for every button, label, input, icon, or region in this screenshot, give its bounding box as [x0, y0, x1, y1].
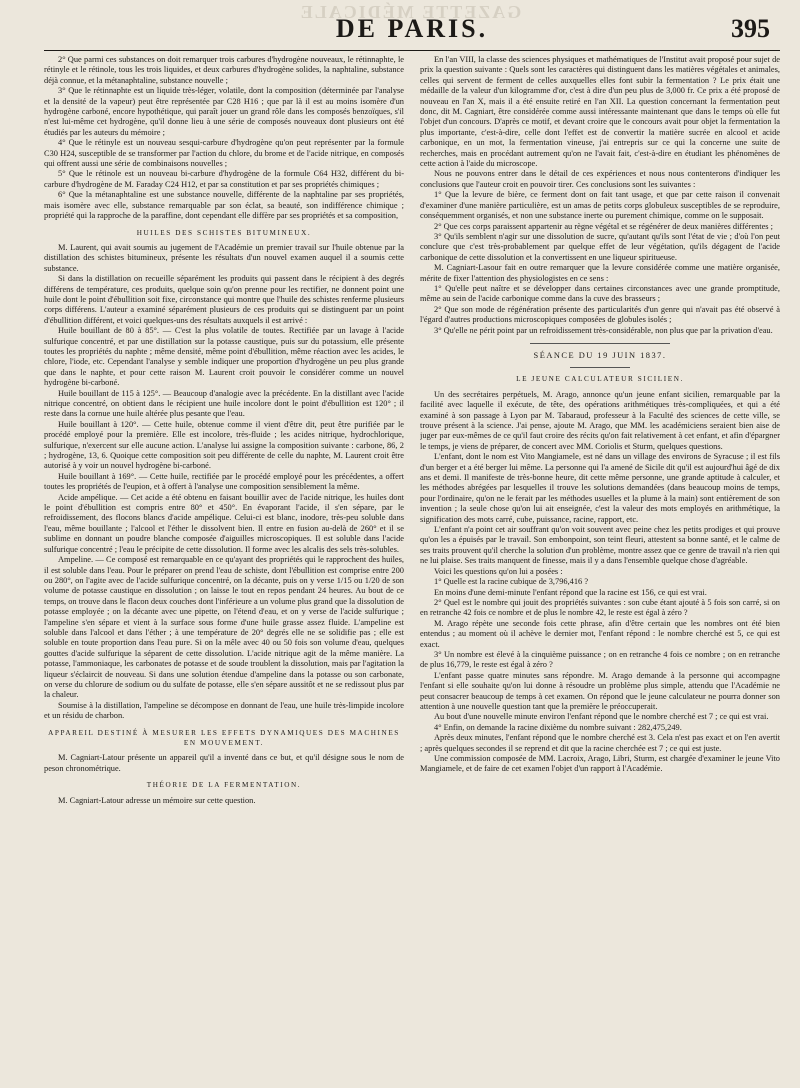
paragraph: L'enfant n'a point cet air souffrant qu'on voit souvent avec peine chez les petits prodiges et qui prouve qu'on les a épuisés par le travail. Son embonpoint, son teint fleuri, attestent sa bonne santé, et le calme de ses traits prouvent qu'il cherche la solution d'un problème, montre assez que ce genre de travail n'a rien qui ne lui plaise. Ses traits manquent de finesse, mais il y a dans l'ensemble quelque chose d'agréable.: [420, 525, 780, 566]
paragraph: 3° Qu'elle ne périt point par un refroidissement très-considérable, non plus que par la privation d'eau.: [434, 325, 773, 335]
paragraph: M. Cagniart-Latour adresse un mémoire sur cette question.: [58, 795, 256, 805]
paragraph: M. Laurent, qui avait soumis au jugement de l'Académie un premier travail sur l'huile obtenue par la distillation des schistes bitumineux, présente les résultats d'un nouvel examen auquel il a soumis cette substance.: [44, 242, 404, 273]
section-separator: [530, 343, 670, 344]
paragraph: 1° Qu'elle peut naître et se développer dans certaines circonstances avec une grande promptitude, même au sein de l'acide carbonique comme dans la cuve des brasseurs ;: [420, 283, 780, 304]
paragraph: Acide ampélique. — Cet acide a été obtenu en faisant bouillir avec de l'acide nitrique, les huiles dont le point d'ébullition est compris entre 80° et 450°. En évaporant l'acide, il s'en sépare, par le refroidissement, des flocons blancs d'acide ampélique. Celui-ci est blanc, inodore, très-peu soluble dans l'eau, même bouillante ; l'alcool et l'éther le dissolvent bien. Il entre en fusion au-delà de 260° et il se sublime en donnant un poudre blanche composée d'aiguilles microscopiques. Il est soluble dans l'acide sulfurique concentré ; l'eau le précipite de cette dissolution. Il forme avec les alcalis des sels très-solubles.: [44, 492, 404, 554]
paragraph: 4° Que le rétinyle est un nouveau sesqui-carbure d'hydrogène qu'on peut représenter par la formule C30 H24, susceptible de se transformer par l'action du chlore, du brome et de l'acide nitrique, en composés qui offrent aussi une série de combinaisons nouvelles ;: [44, 138, 404, 169]
page-number: 395: [731, 14, 770, 43]
paragraph: 1° Quelle est la racine cubique de 3,796,416 ?: [434, 577, 589, 587]
paragraph: M. Cagniart-Lasour fait en outre remarquer que la levure considérée comme une matière organisée, mérite de fixer l'attention des physiologistes en ce sens :: [420, 263, 780, 283]
paragraph: En moins d'une demi-minute l'enfant répond que la racine est 156, ce qui est vrai.: [434, 587, 707, 597]
paragraph: 2° Que parmi ces substances on doit remarquer trois carbures d'hydrogène nouveaux, le rétinnaphte, le rétinyle et le rétinole, tous les trois liquides, et deux carbures d'hydrogène solides, la naphtaline, substance déjà connue, et la métanaphtaline, substance nouvelle ;: [44, 55, 404, 85]
paragraph: Une commission composée de MM. Lacroix, Arago, Libri, Sturm, est chargée d'examiner le jeune Vito Mangiamele, et de faire de cet examen l'objet d'un rapport à l'Académie.: [420, 754, 780, 774]
section-heading: LE JEUNE CALCULATEUR SICILIEN.: [516, 375, 684, 384]
paragraph: 5° Que le rétinole est un nouveau bi-carbure d'hydrogène de la formule C64 H32, différent du bi-carbure d'hydrogène de M. Faraday C24 H12, et par sa constitution et par ses propriétés chimiques ;: [44, 169, 404, 189]
paragraph: 6° Que la métanaphtaline est une substance nouvelle, différente de la naphtaline par ses propriétés, mais isomère avec elle, substance remarquable par son éclat, sa beauté, son indifférence chimique ; propriété qui la rapproche de la paraffine, dont cependant elle diffère par ses propriétés et sa composition,: [44, 190, 404, 221]
paragraph: M. Arago répète une seconde fois cette phrase, afin d'être certain que les nombres ont été bien entendus ; au moment où il achève le dernier mot, l'enfant répond : le nombre cherché est 5, ce qui est exact.: [420, 618, 780, 649]
header-rule: [44, 50, 780, 51]
paragraph: Huile bouillant de 115 à 125°. — Beaucoup d'analogie avec la précédente. En la distillant avec l'acide nitrique concentré, on obtient dans le récipient une huile incolore dont le point d'ébullition est 120° ; il reste dans la cornue une huile altérée plus pesante que l'eau.: [44, 388, 404, 419]
paragraph: Ampeline. — Ce composé est remarquable en ce qu'ayant des propriétés qui le rapprochent des huiles, il est soluble dans l'eau. Pour le préparer on prend l'eau de schiste, dont l'ébullition est comprise entre 200 ou 280°, on l'agite avec de l'acide sulfurique concentré, on la décante, puis on y verse 1/15 ou 1/20 de son volume de potasse caustique en dissolution ; on laisse le tout en repos pendant 24 heures. Au bout de ce temps, on trouve dans le flacon deux couches dont l'inférieure a un volume plus grand que la dissolution de potasse employée ; on la décante avec une pipette, on l'étend d'eau, et on y verse de l'acide sulfurique ; l'ampeline s'en sépare et vient à la surface sous forme d'une huile grasse assez fluide. L'ampeline est soluble dans l'alcool et dans l'éther ; à une température de 20° degrés elle ne se solidifie pas ; elle est soluble en toute proportion dans l'eau pure. Si on la mêle avec 40 ou 50 fois son volume d'eau, quelques gouttes d'acide sulfurique la séparent de cette dissolution. L'acide nitrique agit de la même manière. La potasse, l'ammoniaque, les carbonates de potasse et de soude troublent la dissolution, mais par l'agitation la liqueur s'éclaircit de nouveau. Si dans une solution étendue d'ampeline dans la potasse ou son carbonate, on verse du chlorure de sodium ou du sulfate de potasse, elle s'en sépare aussitôt et ne se redissout plus par la chaleur.: [44, 555, 404, 700]
paragraph: 1° Que la levure de bière, ce ferment dont on fait tant usage, et que par cette raison il convenait d'examiner d'une manière particulière, est un amas de petits corps globuleux susceptibles de se reproduire, conséquemment organisés, et non une substance inerte ou purement chimique, comme on le supposait.: [420, 190, 780, 221]
paragraph: Soumise à la distillation, l'ampeline se décompose en donnant de l'eau, une huile très-limpide incolore et un résidu de charbon.: [44, 700, 404, 721]
paragraph: Voici les questions qu'on lui a posées :: [434, 566, 563, 576]
page-title: DE PARIS.: [335, 14, 489, 43]
left-column: [44, 55, 404, 1085]
paragraph: 3° Un nombre est élevé à la cinquième puissance ; on en retranche 4 fois ce nombre ; on en retranche de plus 16,779, le reste est égal à zéro ?: [420, 649, 780, 670]
section-separator: [570, 367, 630, 368]
section-heading: THÉORIE DE LA FERMENTATION.: [146, 781, 302, 790]
paragraph: Après deux minutes, l'enfant répond que le nombre cherché est 3. Cela n'est pas exact et on l'en avertit ; après quelques secondes il se reprend et dit que la racine cherchée est 7 ; ce qui est juste.: [420, 733, 780, 753]
paragraph: M. Cagniart-Latour présente un appareil qu'il a inventé dans ce but, et qu'il désigne sous le nom de peson chronométrique.: [44, 753, 404, 773]
section-heading: APPAREIL DESTINÉ À MESURER LES EFFETS DYNAMIQUES DES MACHINES EN MOUVEMENT.: [48, 728, 400, 747]
paragraph: 4° Enfin, on demande la racine dixième du nombre suivant : 282,475,249.: [434, 722, 682, 732]
section-heading: HUILES DES SCHISTES BITUMINEUX.: [136, 228, 312, 237]
paragraph: 3° Que le rétinnaphte est un liquide très-léger, volatile, dont la composition (déterminée par l'analyse et la densité de la vapeur) peut être représentée par C28 H16 ; que par là il est au moins isomère d'un hydrogène carboné, encore hypothétique, qui paraît jouer un grand rôle dans les composés benzoïques, s'il n'est lui-même cet hydrogène, qu'il donne lieu à une série de composés nouveaux dont plusieurs ont été étudiés par les auteurs du mémoire ;: [44, 86, 404, 137]
paragraph: 3° Qu'ils semblent n'agir sur une dissolution de sucre, qu'autant qu'ils sont l'état de vie ; d'où l'on peut conclure que c'est très-probablement par quelque effet de leur végétation, qu'ils dégagent de l'acide carbonique de cette dissolution et la convertissent en une liqueur spiritueuse.: [420, 231, 780, 262]
right-column: [420, 55, 780, 1085]
paragraph: L'enfant, dont le nom est Vito Mangiamele, est né dans un village des environs de Syracuse ; il est fils d'un berger et a été berger lui même. La personne qui l'a amené de Sicile dit qu'il est aujourd'hui âgé de dix ans et demi. Il manifeste de très-bonne heure, dit cette même personne, une grande aptitude à calculer, et les méthodes abrégées par lesquelles il trouve les solutions demandées (dans beaucoup moins de temps, pour l'ordinaire, qu'on ne le ferait par les méthodes usuelles et la plume à la main) sont entièrement de son invention ; la seule chose qu'on lui ait enseignée, c'est la valeur des mots employés en arithmétique, la signification des mots carré, cube, puissance, racine, rapport, etc.: [420, 452, 780, 524]
columns: [44, 55, 780, 1085]
page-header: [44, 14, 780, 48]
paragraph: 2° Que son mode de régénération présente des particularités d'un genre qui n'avait pas été observé à l'égard d'autres productions microscopiques composées de globules isolés ;: [420, 304, 780, 325]
paragraph: L'enfant passe quatre minutes sans répondre. M. Arago demande à la personne qui accompagne l'enfant si elle souhaite qu'on lui donne à résoudre un problème plus simple, attendu que l'Académie ne peut consacrer beaucoup de temps à cet examen. On répond que le jeune calculateur ne pourra donner son attention à une nouvelle question tant que la première le préoccuperait.: [420, 670, 780, 711]
paragraph: Huile bouillant de 80 à 85°. — C'est la plus volatile de toutes. Rectifiée par un lavage à l'acide sulfurique concentré, et par une distillation sur la potasse caustique, puis sur du potassium, elle présente toutes les propriétés du naphte ; même densité, même point d'ébullition, même réaction avec les acides, le chlore, l'iode, etc. Cependant l'analyse y semble indiquer une proportion d'hydrogène un peu plus grande que dans le naphte, et pour cette raison M. Laurent croit pouvoir le considérer comme un nouvel hydrogène bi-carboné.: [44, 326, 404, 388]
paragraph: En l'an VIII, la classe des sciences physiques et mathématiques de l'Institut avait proposé pour sujet de prix la question suivante : Quels sont les caractères qui distinguent dans les matières végétales et animales, celles qui servent de ferment de celles auxquelles elles font subir la fermentation ? Le prix était une médaille de la valeur d'un kilogramme d'or, c'est à dire d'un peu plus de 3,000 fr. Ce prix a été proposé de nouveau en l'an X, mais il a été ensuite retiré en l'an XII. La question concernant la fermentation peut donc, dit M. Cagniart, être considérée comme aussi intéressante maintenant que dans le temps où elle fut l'objet d'un concours. D'après ce motif, et devant croire que le concours avait pour objet la fermentation la plus importante, c'est-à-dire, celle dont l'effet est de convertir la matière sucrée en alcool et acide carbonique, en un mot, la fermentation vineuse, j'ai entrepris sur ce qui la concerne une suite de recherches, mais en procédant autrement qu'on ne l'avait fait, c'est-à-dire en étudiant les phénomènes de cette action à l'aide du microscope.: [420, 55, 780, 169]
paragraph: Au bout d'une nouvelle minute environ l'enfant répond que le nombre cherché est 7 ; ce qui est vrai.: [434, 712, 769, 722]
paragraph: Huile bouillant à 169°. — Cette huile, rectifiée par le procédé employé pour les précédentes, a offert toutes les propriétés de l'eupion, et à offert à l'analyse une composition sensiblement la même.: [44, 471, 404, 492]
paragraph: Nous ne pouvons entrer dans le détail de ces expériences et nous nous contenterons d'indiquer les conclusions que l'auteur croit en pouvoir tirer. Ces conclusions sont les suivantes :: [420, 169, 780, 189]
paragraph: Huile bouillant à 120°. — Cette huile, obtenue comme il vient d'être dit, peut être purifiée par le procédé employé pour la première. Elle est incolore, très-fluide ; les acides nitrique, hydrochlorique, sulfurique, n'exercent sur elle aucune action. L'analyse lui assigne la composition suivante : carbone, 86, 2 ; hydrogène, 13, 6. Quoique cette composition soit peu différente de celle du naphte, M. Laurent croit être autorisé à y voir un nouvel hydrogène bi-carboné.: [44, 419, 404, 471]
paragraph: 2° Quel est le nombre qui jouit des propriétés suivantes : son cube étant ajouté à 5 fois son carré, si on en retranche 42 fois ce nombre et de plus le nombre 42, le reste est égal à zéro ?: [420, 597, 780, 618]
paragraph: 2° Que ces corps paraissent appartenir au règne végétal et se régénérer de deux manières différentes ;: [434, 221, 773, 231]
bleed-through-text: GAZETTE MÉDICALE: [298, 2, 522, 22]
paragraph: Un des secrétaires perpétuels, M. Arago, annonce qu'un jeune enfant sicilien, remarquable par la facilité avec laquelle il exécute, de tête, des opérations arithmétiques très-compliquées, et qui a été examiné à son passage à Lyon par M. Tabaraud, professeur à la Faculté des sciences de cette ville, se trouve présent à la science. J'ai pense, ajoute M. Arago, que MM. les académiciens seraient bien aise de juger par eux-mêmes de ce qu'il faut croire des récits qu'on fait relativement à cet enfant, et afin d'épargner le temps, je viens de préparer, de concert avec MM. Coriolis et Sturm, quelques questions.: [420, 389, 780, 451]
paragraph: Si dans la distillation on recueille séparément les produits qui passent dans le récipient à des degrés différens de température, ces produits, quelque soin qu'on prenne pour les rectifier, ne donnent point une huile dont le point d'ébullition soit fixe, circonstance qui montre que l'huile des schistes renferme plusieurs corps différens. L'auteur a examiné séparément plusieurs de ces produits qui se distinguent par un point d'ébullition différent, et voici quelques-uns des résultats auxquels il est arrivé :: [44, 274, 404, 325]
session-date: SÉANCE DU 19 JUIN 1837.: [533, 350, 667, 360]
